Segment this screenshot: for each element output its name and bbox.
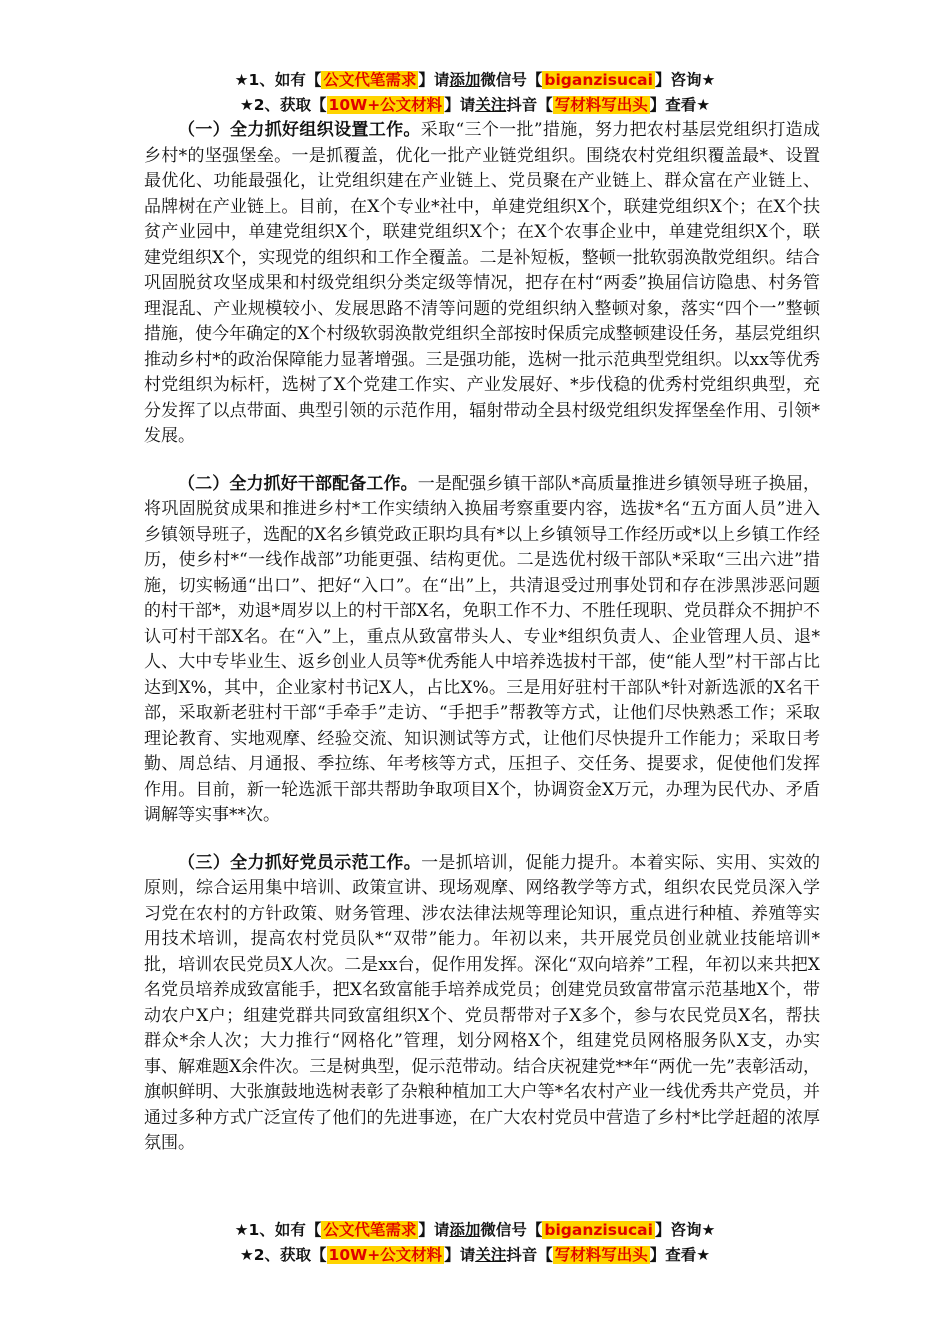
highlight-wechat-id: biganzisucai bbox=[544, 1221, 653, 1239]
banner-text: 】咨询★ bbox=[654, 1221, 716, 1239]
section-paragraph-1 bbox=[144, 118, 820, 450]
section-paragraph-2 bbox=[144, 472, 820, 829]
top-banner-line-1 bbox=[0, 68, 950, 93]
banner-text: 】请 bbox=[444, 96, 476, 114]
highlight-ghostwriting: 公文代笔需求 bbox=[323, 1221, 417, 1239]
banner-text: 抖音【 bbox=[506, 1246, 553, 1264]
banner-text: 】咨询★ bbox=[654, 71, 716, 89]
section-heading: （三）全力抓好党员示范工作。 bbox=[178, 852, 422, 873]
highlight-douyin-account: 写材料写出头 bbox=[554, 1246, 648, 1264]
highlight-ghostwriting: 公文代笔需求 bbox=[323, 71, 417, 89]
section-heading: （二）全力抓好干部配备工作。 bbox=[178, 473, 418, 494]
banner-underlined-text: 关注 bbox=[475, 96, 507, 114]
banner-text: 微信号【 bbox=[480, 71, 543, 89]
banner-text: 微信号【 bbox=[480, 1221, 543, 1239]
bottom-banner-line-1 bbox=[0, 1218, 950, 1243]
section-text: 一是配强乡镇干部队*高质量推进乡镇领导班子换届，将巩固脱贫成果和推进乡村*工作实绩纳入换届考察重要内容，选拔*名“五方面人员”进入乡镇领导班子，选配的X名乡镇党政正职均具有*以上乡镇领导工作经历或*以上乡镇工作经历，使乡村*“一线作战部”功能更强、结构更优。二是选优村级干部队*采取“三出六进”措施，切实畅通“出口”、把好“入口”。在“出”上，共清退受过刑事处罚和存在涉黑涉恶问题的村干部*，劝退*周岁以上的村干部X名，免职工作不力、不胜任现职、党员群众不拥护不认可村干部X名。在“入”上，重点从致富带头人、专业*组织负责人、企业管理人员、退*人、大中专毕业生、返乡创业人员等*优秀能人中培养选拔村干部，使“能人型”村干部占比达到X%，其中，企业家村书记X人，占比X%。三是用好驻村干部队*针对新选派的X名干部，采取新老驻村干部“手牵手”走访、“手把手”帮教等方式，让他们尽快熟悉工作；采取理论教育、实地观摩、经验交流、知识测试等方式，让他们尽快提升工作能力；采取日考勤、周总结、月通报、季拉练、年考核等方式，压担子、交任务、提要求，促使他们发挥作用。目前，新一轮选派干部共帮助争取项目X个，协调资金X万元，办理为民代办、矛盾调解等实事**次。 bbox=[144, 473, 820, 825]
highlight-materials: 10W+公文材料 bbox=[328, 1246, 443, 1264]
banner-text: ★1、如有【 bbox=[234, 1221, 322, 1239]
banner-text: ★2、获取【 bbox=[239, 96, 327, 114]
highlight-wechat-id: biganzisucai bbox=[544, 71, 653, 89]
banner-text: 抖音【 bbox=[506, 96, 553, 114]
section-paragraph-3 bbox=[144, 851, 820, 1157]
top-banner-line-2 bbox=[0, 93, 950, 118]
section-text: 一是抓培训，促能力提升。本着实际、实用、实效的原则，综合运用集中培训、政策宣讲、现场观摩、网络教学等方式，组织农民党员深入学习党在农村的方针政策、财务管理、涉农法律法规等理论知识，重点进行种植、养殖等实用技术培训，提高农村党员队*“双带”能力。年初以来，共开展党员创业就业技能培训*批，培训农民党员X人次。二是xx台，促作用发挥。深化“双向培养”工程，年初以来共把X名党员培养成致富能手，把X名致富能手培养成党员；创建党员致富带富示范基地X个，带动农户X户；组建党群共同致富组织X个、党员帮带对子X多个，参与农民党员X名，帮扶群众*余人次；大力推行“网格化”管理，划分网格X个，组建党员网格服务队X支，办实事、解难题X余件次。三是树典型，促示范带动。结合庆祝建党**年“两优一先”表彰活动，旗帜鲜明、大张旗鼓地选树表彰了杂粮种植加工大户等*名农村产业一线优秀共产党员，并通过多种方式广泛宣传了他们的先进事迹，在广大农村党员中营造了乡村*比学赶超的浓厚氛围。 bbox=[144, 852, 821, 1153]
section-text: 采取“三个一批”措施，努力把农村基层党组织打造成乡村*的坚强堡垒。一是抓覆盖，优化一批产业链党组织。围绕农村党组织覆盖最*、设置最优化、功能最强化，让党组织建在产业链上、党员聚在产业链上、群众富在产业链上、品牌树在产业链上。目前，在X个专业*社中，单建党组织X个，联建党组织X个；在X个扶贫产业园中，单建党组织X个，联建党组织X个；在X个农事企业中，单建党组织X个，联建党组织X个，实现党的组织和工作全覆盖。二是补短板，整顿一批软弱涣散党组织。结合巩固脱贫攻坚成果和村级党组织分类定级等情况，把存在村“两委”换届信访隐患、村务管理混乱、产业规模较小、发展思路不清等问题的党组织纳入整顿对象，落实“四个一”整顿措施，使今年确定的X个村级软弱涣散党组织全部按时保质完成整顿建设任务，基层党组织推动乡村*的政治保障能力显著增强。三是强功能，选树一批示范典型党组织。以xx等优秀村党组织为标杆，选树了X个党建工作实、产业发展好、*步伐稳的优秀村党组织典型，充分发挥了以点带面、典型引领的示范作用，辐射带动全县村级党组织发挥堡垒作用、引领*发展。 bbox=[144, 120, 821, 446]
banner-text: ★2、获取【 bbox=[239, 1246, 327, 1264]
document-body bbox=[144, 118, 820, 1179]
highlight-douyin-account: 写材料写出头 bbox=[554, 96, 648, 114]
bottom-banner-line-2 bbox=[0, 1243, 950, 1268]
banner-underlined-text: 添加 bbox=[449, 71, 481, 89]
banner-text: 】请 bbox=[418, 1221, 450, 1239]
banner-text: 】查看★ bbox=[649, 96, 711, 114]
banner-underlined-text: 关注 bbox=[475, 1246, 507, 1264]
section-heading: （一）全力抓好组织设置工作。 bbox=[178, 120, 421, 140]
banner-text: 】请 bbox=[444, 1246, 476, 1264]
banner-underlined-text: 添加 bbox=[449, 1221, 481, 1239]
banner-text: ★1、如有【 bbox=[234, 71, 322, 89]
highlight-materials: 10W+公文材料 bbox=[328, 96, 443, 114]
banner-text: 】请 bbox=[418, 71, 450, 89]
banner-text: 】查看★ bbox=[649, 1246, 711, 1264]
